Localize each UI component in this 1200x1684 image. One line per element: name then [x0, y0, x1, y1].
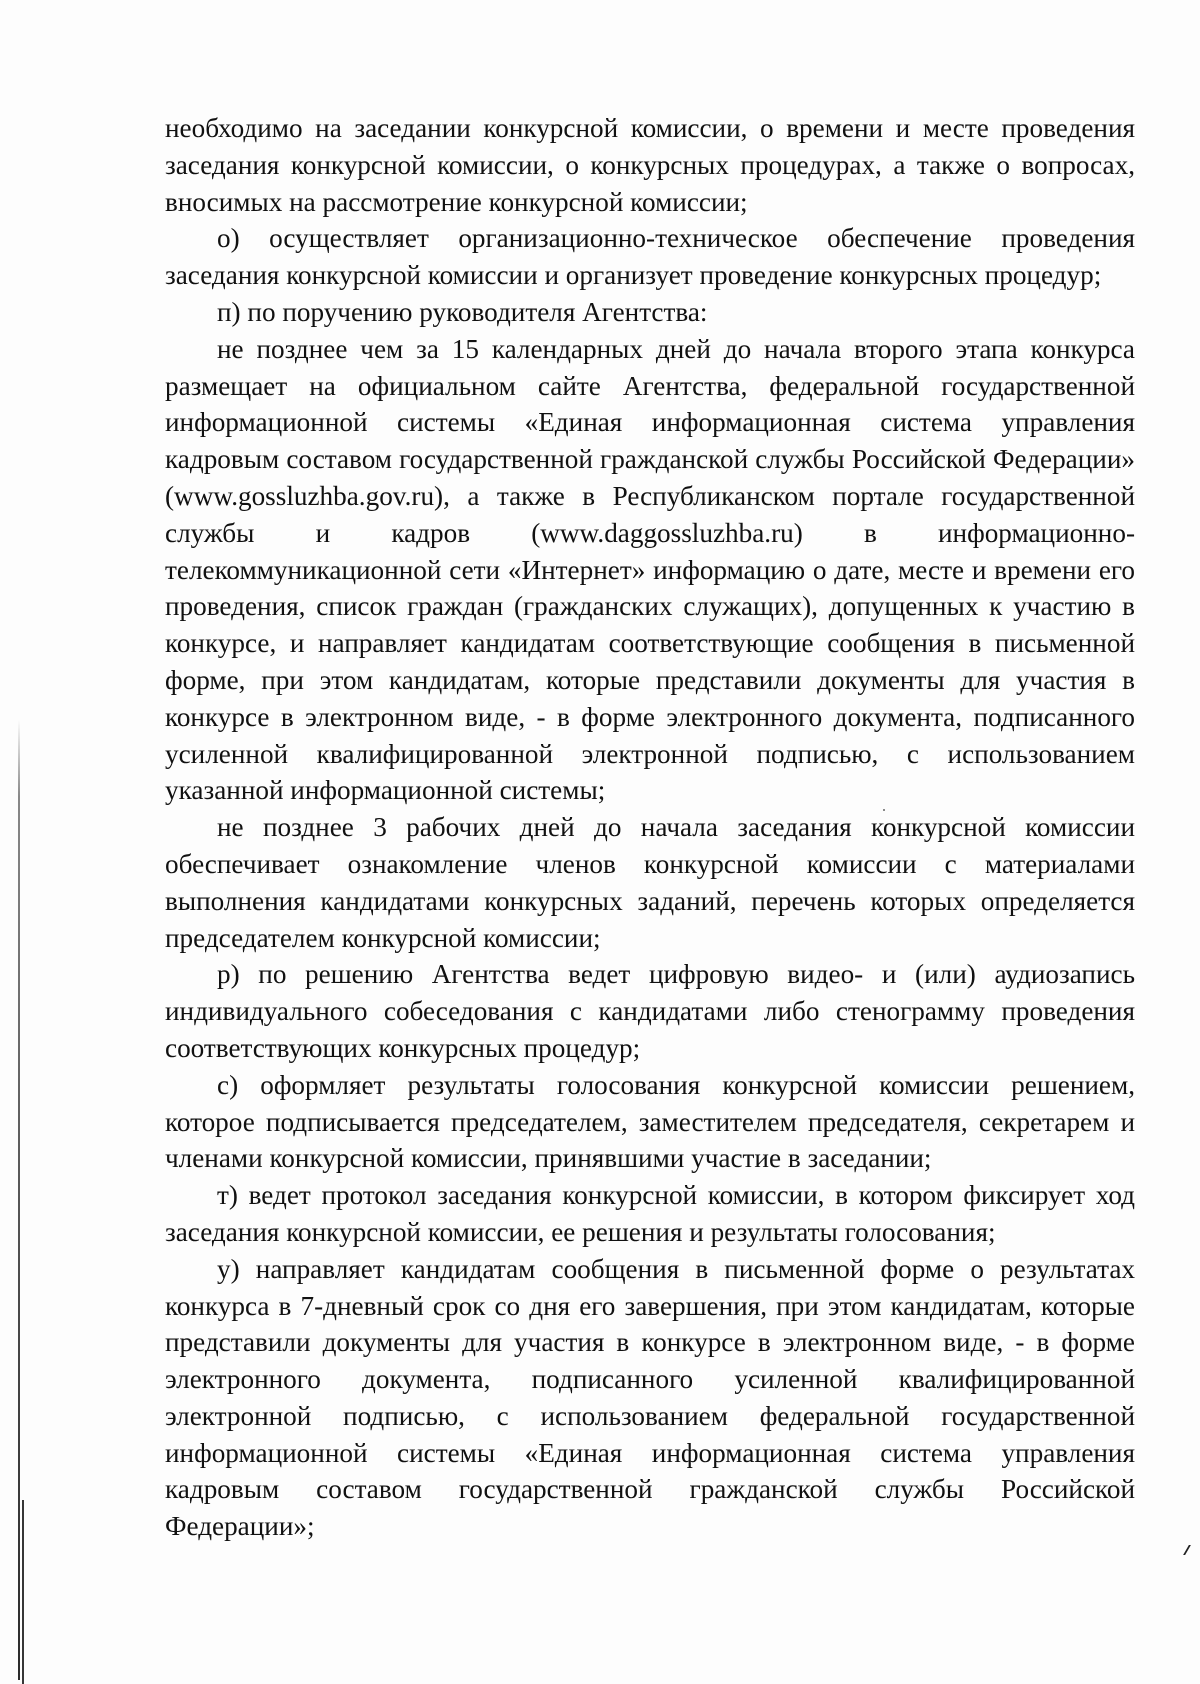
pen-stroke-mark	[1177, 1545, 1191, 1555]
paragraph-item-p-sub-2: не позднее 3 рабочих дней до начала заседания конкурсной комиссии обеспечивает ознакомление членов конкурсной комиссии с материалами выполнения кандидатами конкурсных заданий, перечень которых определяется председателем конкурсной комиссии;	[165, 812, 1135, 953]
document-body	[165, 110, 1135, 1545]
scan-border-shadow	[18, 720, 20, 1680]
paragraph-item-p: п) по поручению руководителя Агентства:	[217, 296, 708, 327]
scan-border-shadow-lower	[22, 1500, 24, 1684]
paragraph-item-o: о) осуществляет организационно-техническое обеспечение проведения заседания конкурсной комиссии и организует проведение конкурсных процедур;	[165, 223, 1135, 291]
paragraph-item-s: с) оформляет результаты голосования конкурсной комиссии решением, которое подписывается председателем, заместителем председателя, секретарем и членами конкурсной комиссии, принявшими участие в заседании;	[165, 1069, 1135, 1174]
paragraph-item-t: т) ведет протокол заседания конкурсной комиссии, в котором фиксирует ход заседания конкурсной комиссии, ее решения и результаты голосования;	[165, 1180, 1135, 1247]
paragraph-item-r: р) по решению Агентства ведет цифровую видео- и (или) аудиозапись индивидуального собеседования с кандидатами либо стенограмму проведения соответствующих конкурсных процедур;	[165, 959, 1135, 1063]
paragraph-item-u: у) направляет кандидатам сообщения в письменной форме о результатах конкурса в 7-дневный срок со дня его завершения, при этом кандидатам, которые представили документы для участия в конкурсе в электронном виде, - в форме электронного документа, подписанного усиленной квалифицированной электронной подписью, с использованием федеральной государственной информационной системы «Единая информационная система управления кадровым составом государственной гражданской службы Российской Федерации»;	[165, 1253, 1135, 1542]
paragraph-continuation: необходимо на заседании конкурсной комиссии, о времени и месте проведения заседания конкурсной комиссии, о конкурсных процедурах, а также о вопросах, вносимых на рассмотрение конкурсной комиссии;	[165, 113, 1135, 217]
paragraph-item-p-sub-1: не позднее чем за 15 календарных дней до начала второго этапа конкурса размещает на официальном сайте Агентства, федеральной государственной информационной системы «Единая информационная система управления кадровым составом государственной гражданской службы Российской Федерации» (www.gossluzhba.gov.ru), а также в Республиканском портале государственной службы и кадров (www.daggossluzhba.ru) в информационно-телекоммуникационной сети «Интернет» информацию о дате, месте и времени его проведения, список граждан (гражданских служащих), допущенных к участию в конкурсе, и направляет кандидатам соответствующие сообщения в письменной форме, при этом кандидатам, которые представили документы для участия в конкурсе в электронном виде, - в форме электронного документа, подписанного усиленной квалифицированной электронной подписью, с использованием указанной информационной системы;	[165, 333, 1135, 806]
